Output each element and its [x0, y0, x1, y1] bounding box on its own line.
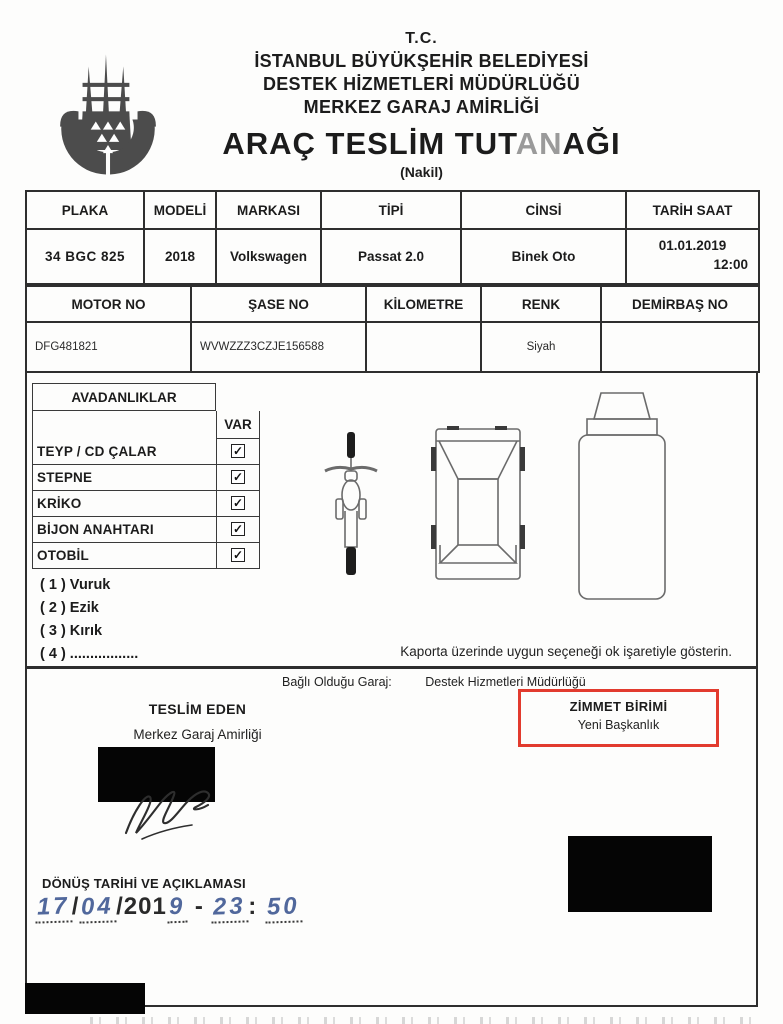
header-tipi: TİPİ [321, 191, 461, 229]
type-value: Passat 2.0 [321, 229, 461, 284]
document-subtitle: (Nakil) [400, 164, 443, 180]
garage-line [282, 675, 586, 689]
header-renk: RENK [481, 286, 601, 322]
printed-separator: : [248, 893, 265, 920]
checkbox-checked-icon: ✓ [232, 522, 244, 536]
header-garage-office: MERKEZ GARAJ AMİRLİĞİ [303, 97, 540, 117]
accessory-label: BİJON ANAHTARI [32, 517, 216, 543]
header-plaka: PLAKA [26, 191, 144, 229]
handwritten-day: 17 [34, 892, 72, 923]
table-value-row [26, 229, 759, 284]
date-value: 01.01.2019 [658, 238, 727, 253]
assignee-highlight-box [518, 689, 719, 747]
header-markasi: MARKASI [216, 191, 321, 229]
legend-item: ( 4 ) ................. [40, 646, 139, 662]
header-municipality: İSTANBUL BÜYÜKŞEHİR BELEDİYESİ [254, 51, 589, 71]
body-marking-note: Kaporta üzerinde uygun seçeneği ok işaretiyle gösterin. [400, 644, 732, 659]
header-directorate: DESTEK HİZMETLERİ MÜDÜRLÜĞÜ [262, 74, 581, 94]
table-value-row [26, 322, 759, 372]
printed-year-prefix: /201 [116, 893, 167, 920]
class-value: Binek Oto [461, 229, 626, 284]
deliverer-value: Merkez Garaj Amirliği [133, 727, 262, 742]
car-diagram-icon [429, 421, 527, 585]
printed-separator: - [187, 893, 212, 920]
color-value: Siyah [481, 322, 601, 372]
datetime-value [626, 229, 759, 284]
accessories-table [32, 383, 260, 569]
garage-label: Bağlı Olduğu Garaj: [282, 675, 392, 689]
document-header [120, 30, 723, 180]
document-title: ARAÇ TESLİM TUTANAĞI [222, 126, 621, 161]
damage-legend [40, 577, 138, 669]
checkbox-checked-icon: ✓ [232, 548, 244, 562]
handwritten-year-digit: 9 [166, 893, 187, 924]
accessory-row [32, 543, 260, 569]
header-kilometre: KİLOMETRE [366, 286, 481, 322]
header-sase-no: ŞASE NO [191, 286, 366, 322]
accessory-label: OTOBİL [32, 543, 216, 569]
legend-item: ( 3 ) Kırık [40, 623, 103, 639]
checkbox-checked-icon: ✓ [232, 444, 244, 458]
accessory-label: KRİKO [32, 491, 216, 517]
accessory-row [32, 439, 260, 465]
chassis-no-value: WVWZZZ3CZJE156588 [191, 322, 366, 372]
assignee-title: ZİMMET BİRİMİ [569, 699, 668, 714]
signature [120, 781, 230, 846]
accessory-row [32, 491, 260, 517]
condition-section [25, 371, 758, 668]
legend-item: ( 2 ) Ezik [40, 600, 99, 616]
handover-section [25, 668, 758, 1007]
vehicle-identity-table [25, 190, 760, 285]
handwritten-hour: 23 [211, 892, 249, 923]
handwritten-month: 04 [79, 892, 117, 923]
kilometre-value [366, 322, 481, 372]
deliverer-title: TESLİM EDEN [148, 701, 247, 717]
plate-value: 34 BGC 825 [26, 229, 144, 284]
header-demirbas-no: DEMİRBAŞ NO [601, 286, 759, 322]
redaction-box [568, 836, 712, 912]
return-date-handwritten-line [35, 893, 302, 923]
header-tarih-saat: TARİH SAAT [626, 191, 759, 229]
motor-no-value: DFG481821 [26, 322, 191, 372]
checkbox-checked-icon: ✓ [232, 470, 244, 484]
model-value: 2018 [144, 229, 216, 284]
accessory-row [32, 465, 260, 491]
return-date-label: DÖNÜŞ TARİHİ VE AÇIKLAMASI [42, 876, 246, 891]
accessories-title: AVADANLIKLAR [32, 383, 216, 411]
header-modeli: MODELİ [144, 191, 216, 229]
garage-value: Destek Hizmetleri Müdürlüğü [425, 675, 586, 689]
time-value: 12:00 [713, 257, 748, 272]
checkbox-checked-icon: ✓ [232, 496, 244, 510]
cut-off-text-artifact [90, 1017, 760, 1024]
assignee-value: Yeni Başkanlık [577, 718, 660, 732]
header-cinsi: CİNSİ [461, 191, 626, 229]
accessory-label: STEPNE [32, 465, 216, 491]
table-header-row [26, 191, 759, 229]
motorcycle-diagram-icon [323, 429, 379, 581]
brand-value: Volkswagen [216, 229, 321, 284]
inventory-no-value [601, 322, 759, 372]
accessory-label: TEYP / CD ÇALAR [32, 439, 216, 465]
var-column-header: VAR [216, 411, 260, 439]
legend-item: ( 1 ) Vuruk [40, 577, 111, 593]
accessory-row [32, 517, 260, 543]
handwritten-minute: 50 [264, 892, 302, 923]
printed-separator: / [71, 893, 80, 920]
truck-diagram-icon [571, 391, 673, 603]
header-motor-no: MOTOR NO [26, 286, 191, 322]
header-tc: T.C. [405, 30, 438, 47]
redaction-box [25, 983, 145, 1014]
vehicle-spec-table [25, 285, 760, 373]
table-header-row [26, 286, 759, 322]
